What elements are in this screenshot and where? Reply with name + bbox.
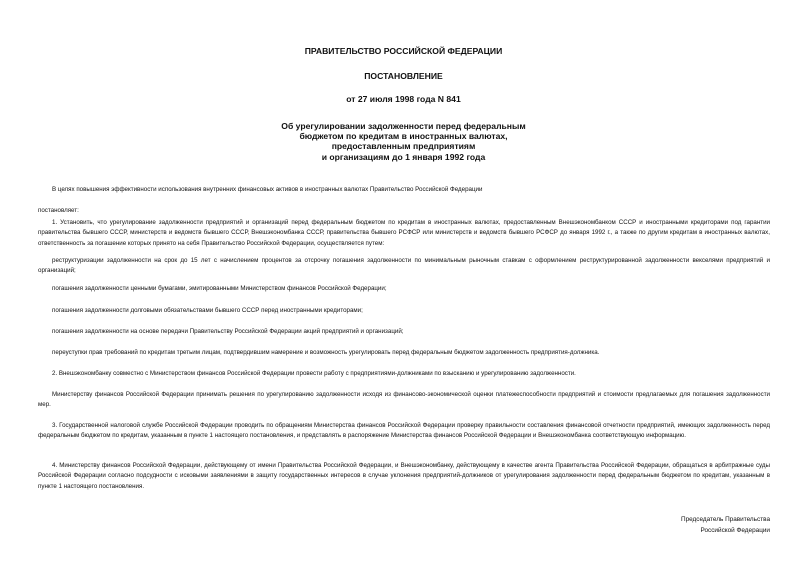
title-line: предоставленным предприятиям [331,141,476,152]
title-line: бюджетом по кредитам в иностранных валютах, [299,131,508,142]
clause-1-item-c: погашения задолженности долговыми обязательствами бывшего СССР перед иностранными кредиторами; [52,307,363,314]
document-date: от 27 июля 1998 года N 841 [346,94,461,104]
clause-1-item-b: погашения задолженности ценными бумагами, эмитированными Министерством финансов Российской Федерации; [52,285,387,292]
document-type: ПОСТАНОВЛЕНИЕ [364,71,443,81]
clause-1: 1. Установить, что урегулирование задолженности предприятий и организаций перед федеральным бюджетом по кредитам в иностранных валютах, предоставленным Внешэкономбанком СССР и иностранными кредиторами под гарантии правительства бывшего СССР, министерств и ведомств бывшего СССР, Внешэкономбанка СССР, правительства бывшего РСФСР или министерств и ведомств бывшего РСФСР до января 1992 г., а также по другим кредитам в иностранных валютах, ответственность за погашение которых принято на себя Правительство Российской Федерации, осуществляется путем: [38,219,770,247]
title-line: Об урегулировании задолженности перед федеральным [281,121,526,131]
intro-paragraph: В целях повышения эффективности использования внутренних финансовых активов в иностранных валютах Правительство Российской Федерации [52,186,483,193]
clause-1-item-a: реструктуризации задолженности на срок до 15 лет с начислением процентов за отсрочку погашения задолженности по минимальным рыночным ставкам с оформлением реструктурированной задолженности векселями предприятий и организаций; [38,257,770,275]
signature-title: Председатель Правительства [681,516,770,523]
clause-4: 4. Министерству финансов Российской Федерации, действующему от имени Правительства Российской Федерации, и Внешэкономбанку, действующему в качестве агента Правительства Российской Федерации, обращаться в арбитражные суды Российской Федерации согласно подсудности с исковыми заявлениями в защиту государственных интересов в случае уклонения предприятий-должников от урегулирования задолженности перед федеральным бюджетом по кредитам, указанным в пункте 1 настоящего постановления. [38,462,770,490]
signature-org: Российской Федерации [700,527,770,534]
title-line: и организациям до 1 января 1992 года [321,151,486,162]
document-title [0,121,807,162]
clause-1-item-e: переуступки прав требований по кредитам третьим лицам, подтвердившим намерение и возможность урегулировать перед федеральным бюджетом задолженность предприятия-должника. [52,349,600,356]
clause-1-item-d: погашения задолженности на основе передачи Правительству Российской Федерации акций предприятий и организаций; [52,328,404,335]
resolves-line: постановляет: [38,207,79,214]
clause-2: 2. Внешэкономбанку совместно с Министерством финансов Российской Федерации провести работу с предприятиями-должниками по взысканию и урегулированию задолженности. [52,370,576,377]
signature-block [681,514,770,536]
clause-3: 3. Государственной налоговой службе Российской Федерации проводить по обращениям Министерства финансов Российской Федерации проверку правильности составления финансовой отчетности предприятий, имеющих задолженность перед федеральным бюджетом по кредитам, указанным в пункте 1 настоящего постановления, и представлять в распоряжение Министерства финансов Российской Федерации и Внешэкономбанка соответствующую информацию. [38,422,770,440]
clause-2-continuation: Министерству финансов Российской Федерации принимать решения по урегулированию задолженности исходя из финансово-экономической оценки платежеспособности предприятий и стоимости предлагаемых для погашения задолженности мер. [38,391,770,409]
issuer-heading: ПРАВИТЕЛЬСТВО РОССИЙСКОЙ ФЕДЕРАЦИИ [304,46,503,56]
